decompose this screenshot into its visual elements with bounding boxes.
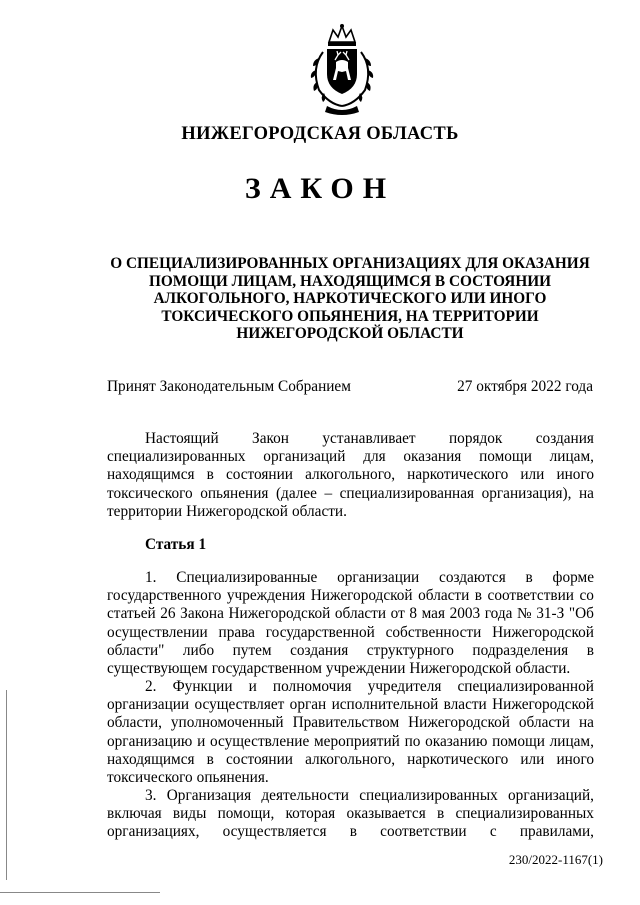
word: оказания [403, 448, 462, 466]
word: 3. [145, 787, 157, 804]
word: опьянения [200, 484, 269, 502]
adoption-date: 27 октября 2022 года [457, 378, 593, 395]
word: иного [556, 750, 594, 768]
word: территории [107, 502, 183, 520]
word: специализированная [339, 484, 475, 502]
document-number: 230/2022-1167(1) [508, 852, 603, 867]
word: организаций [263, 448, 346, 466]
word: порядок [448, 430, 503, 447]
word: находящимся [107, 466, 195, 484]
text-line [107, 605, 594, 623]
word: и [197, 732, 206, 750]
word: и [248, 678, 257, 695]
word: лицам, [549, 448, 594, 466]
text-line [107, 624, 594, 642]
word: наркотического [407, 466, 509, 484]
word: Нижегородской [492, 623, 594, 641]
word: области. [291, 502, 347, 520]
word: осуществлении [107, 623, 208, 641]
word: Нижегородской [310, 587, 413, 605]
text-line [107, 805, 594, 823]
word: иного [556, 466, 594, 484]
word: либо [182, 641, 215, 659]
word: в [474, 587, 483, 605]
word: собственности [385, 623, 482, 641]
word: области [418, 587, 470, 605]
scan-edge-line [0, 892, 160, 893]
text-line [107, 587, 594, 605]
text-line [107, 751, 594, 769]
word: деятельности [261, 787, 349, 804]
word: на [578, 714, 594, 732]
word: Закон [252, 430, 289, 447]
word: создания [535, 430, 594, 447]
word: создания [290, 641, 349, 659]
word: организации [337, 569, 420, 586]
word: специализированных [455, 805, 594, 823]
text-line [107, 733, 594, 751]
word: существующем [107, 660, 208, 678]
coat-of-arms-emblem [297, 22, 387, 118]
word: виды [172, 805, 207, 823]
title-line: О СПЕЦИАЛИЗИРОВАННЫХ ОРГАНИЗАЦИЯХ ДЛЯ ОКАЗАНИЯ [110, 255, 590, 272]
text-line [107, 466, 594, 484]
word: 2. [145, 678, 157, 695]
word: специализированных [359, 787, 498, 804]
law-title [100, 255, 600, 343]
word: для [363, 448, 386, 466]
word: или [520, 466, 545, 484]
word: 26 [160, 605, 176, 623]
text-line [107, 569, 594, 587]
text-line [107, 787, 594, 805]
document-type-heading: ЗАКОН [244, 172, 396, 205]
word: учредителя [367, 678, 442, 695]
word: от [390, 605, 405, 623]
word: Настоящий [145, 430, 219, 447]
word: "Об [568, 605, 594, 623]
article-heading: Статья 1 [145, 536, 207, 553]
title-line: АЛКОГОЛЬНОГО, НАРКОТИЧЕСКОГО ИЛИ ИНОГО [153, 290, 547, 308]
word: осуществление [209, 732, 310, 750]
word: Нижегородской [408, 714, 510, 732]
adoption-line [107, 378, 593, 396]
word: Функции [172, 678, 233, 695]
word: осуществляется [222, 823, 327, 841]
word: области. [515, 660, 571, 678]
word: на [579, 484, 594, 502]
word: в [349, 823, 357, 841]
word: в [206, 750, 214, 768]
word: со [579, 587, 594, 605]
word: 31-З [536, 605, 565, 623]
text-line [107, 448, 594, 466]
word: помощи [479, 448, 532, 466]
word: опьянения. [196, 769, 269, 787]
word: подразделения [472, 641, 569, 659]
word: состоянии [225, 466, 293, 484]
text-line [107, 642, 594, 660]
word: осуществляет [194, 696, 285, 714]
word: структурного [366, 641, 454, 659]
word: путем [232, 641, 272, 659]
text-line [107, 503, 594, 521]
word: алкогольного, [305, 466, 396, 484]
region-heading: НИЖЕГОРОДСКАЯ ОБЛАСТЬ [181, 124, 459, 144]
word: области, [107, 714, 162, 732]
word: Специализированные [176, 569, 318, 586]
word: помощи [492, 732, 545, 750]
word: форме [552, 569, 594, 586]
word: полномочия [272, 678, 352, 695]
title-line: ТОКСИЧЕСКОГО ОПЬЯНЕНИЯ, НА ТЕРРИТОРИИ [161, 307, 539, 325]
word: Правительством [292, 714, 400, 732]
word: Нижегородской [492, 696, 594, 714]
text-line [107, 823, 594, 841]
word: в [586, 641, 594, 659]
word: оказывается [346, 805, 426, 823]
intro-paragraph [107, 430, 594, 521]
word: находящимся [107, 750, 195, 768]
scan-edge-line [6, 690, 7, 880]
word: в [525, 569, 533, 586]
word: уполномоченный [170, 714, 284, 732]
word: лицам, [549, 732, 594, 750]
word: наркотического [407, 750, 509, 768]
word: области [518, 714, 571, 732]
word: статьей [107, 605, 156, 623]
text-line [107, 678, 594, 696]
word: организация), [481, 484, 572, 502]
text-line [107, 660, 594, 678]
word: права [218, 623, 255, 641]
article-paragraph-1 [107, 569, 594, 678]
word: учреждении [325, 660, 406, 678]
word: токсического [107, 484, 193, 502]
word: Нижегородской [409, 660, 512, 678]
word: государственной [265, 623, 375, 641]
word: (далее [275, 484, 317, 502]
word: власти [443, 696, 487, 714]
title-line: НИЖЕГОРОДСКОЙ ОБЛАСТИ [236, 325, 464, 343]
word: области [334, 605, 387, 623]
word: № [517, 605, 532, 623]
article-paragraph-3 [107, 787, 594, 842]
word: соответствии [380, 823, 467, 841]
word: исполнительной [331, 696, 439, 714]
word: мая [421, 605, 445, 623]
word: организации [107, 696, 190, 714]
text-line [107, 769, 594, 787]
word: орган [289, 696, 327, 714]
word: организациях, [107, 823, 200, 841]
word: по [404, 732, 421, 750]
word: мероприятий [313, 732, 400, 750]
word: области" [107, 641, 165, 659]
word: года [484, 605, 513, 623]
word: создаются [439, 569, 506, 586]
word: организаций, [508, 787, 594, 804]
word: специализированных [107, 448, 246, 466]
article-paragraph-2 [107, 678, 594, 787]
word: устанавливает [322, 430, 416, 447]
text-line [107, 714, 594, 732]
word: токсического [107, 769, 193, 787]
word: состоянии [225, 750, 293, 768]
word: в [206, 466, 214, 484]
word: государственном [211, 660, 322, 678]
word: алкогольного, [305, 750, 396, 768]
word: организацию [107, 732, 193, 750]
word: Организация [166, 787, 252, 804]
adopted-by: Принят Законодательным Собранием [107, 378, 351, 395]
word: с [489, 823, 497, 841]
word: 2003 [449, 605, 481, 623]
word: 8 [409, 605, 417, 623]
word: которая [285, 805, 336, 823]
text-line [107, 485, 594, 503]
word: 1. [145, 569, 157, 586]
word: включая [107, 805, 162, 823]
text-line [107, 430, 594, 448]
word: государственного [107, 587, 222, 605]
word: соответствии [487, 587, 574, 605]
word: или [520, 750, 545, 768]
word: специализированной [457, 678, 594, 695]
title-line: ПОМОЩИ ЛИЦАМ, НАХОДЯЩИМСЯ В СОСТОЯНИИ [148, 272, 552, 290]
word: в [436, 805, 445, 823]
word: Нижегородской [186, 502, 288, 520]
text-line [107, 696, 594, 714]
word: Нижегородской [228, 605, 331, 623]
word: правилами, [519, 823, 594, 841]
word: Закона [180, 605, 224, 623]
word: учреждения [226, 587, 306, 605]
word: оказанию [425, 732, 488, 750]
word: – [324, 484, 333, 502]
word: помощи, [217, 805, 275, 823]
